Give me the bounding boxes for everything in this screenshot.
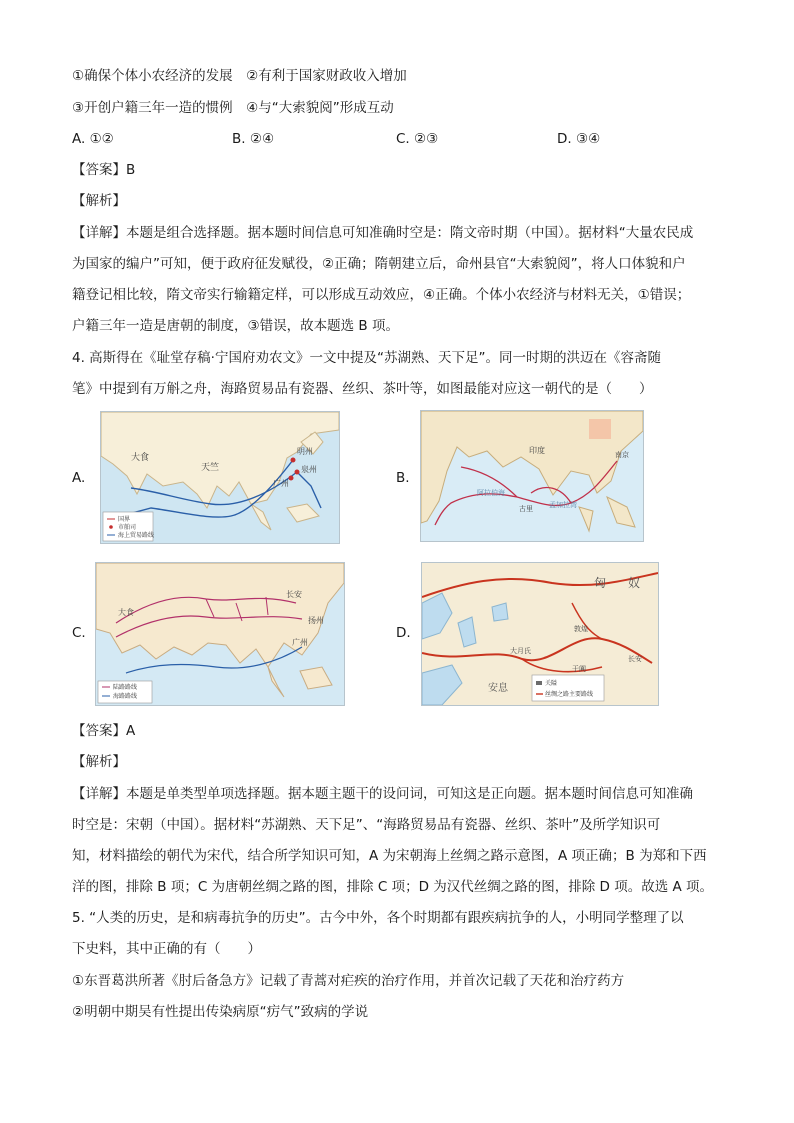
map-d-text-2: 奴 bbox=[628, 576, 641, 590]
q4-analysis-heading: 【解析】 bbox=[72, 754, 126, 770]
q5-stem-line-2: 下史料，其中正确的有（ ） bbox=[72, 941, 261, 957]
q3-choice-c: C. ②③ bbox=[396, 131, 439, 147]
q4-stem-line-2: 笔》中提到有万斛之舟，海路贸易品有瓷器、丝织、茶叶等，如图最能对应这一朝代的是（ ） bbox=[72, 381, 653, 397]
map-c-label: C. bbox=[72, 625, 86, 641]
map-b-text-2: 阿拉伯海 bbox=[477, 489, 505, 497]
q3-answer: 【答案】B bbox=[72, 162, 136, 178]
q3-option-line-1: ①确保个体小农经济的发展 ②有利于国家财政收入增加 bbox=[72, 68, 407, 84]
map-b-text-4: 南京 bbox=[615, 451, 629, 459]
map-a-text-3: 广州 bbox=[273, 479, 289, 488]
q3-choice-b: B. ②④ bbox=[232, 131, 275, 147]
map-c-legend-2: 海路路线 bbox=[113, 693, 138, 700]
map-d-han-silk-road bbox=[421, 562, 659, 706]
q4-detail-line-1: 【详解】本题是单类型单项选择题。据本题主题干的设问词，可知这是正向题。据本题时间信息可知准确 bbox=[72, 786, 693, 802]
q4-answer: 【答案】A bbox=[72, 723, 136, 739]
q3-choice-d: D. ③④ bbox=[557, 131, 601, 147]
q5-stem-line-1: 5. “人类的历史，是和病毒抗争的历史”。古今中外，各个时期都有跟疾病抗争的人，小明同学整理了以 bbox=[72, 910, 684, 926]
q4-detail-line-4: 洋的图，排除 B 项；C 为唐朝丝绸之路的图，排除 C 项；D 为汉代丝绸之路的图，排除 D 项。故选 A 项。 bbox=[72, 879, 714, 895]
map-a-text-4: 泉州 bbox=[301, 465, 317, 474]
q3-detail-line-4: 户籍三年一造是唐朝的制度，③错误，故本题选 B 项。 bbox=[72, 318, 399, 334]
q4-stem-line-1: 4. 高斯得在《耻堂存稿·宁国府劝农文》一文中提及“苏湖熟、天下足”。同一时期的洪迈在《容斋随 bbox=[72, 350, 661, 366]
map-c-text-3: 广州 bbox=[292, 638, 308, 647]
q3-detail-line-2: 为国家的编户”可知，便于政府征发赋役，②正确；隋朝建立后，命州县官“大索貌阅”，将人口体貌和户 bbox=[72, 256, 686, 272]
map-b-text-3: 孟加拉湾 bbox=[549, 501, 577, 509]
q5-item-2: ②明朝中期吴有性提出传染病原“疠气”致病的学说 bbox=[72, 1004, 369, 1020]
map-d-text-6: 大月氏 bbox=[510, 647, 531, 655]
map-a-text-1: 大食 bbox=[131, 453, 150, 463]
q3-detail-line-1: 【详解】本题是组合选择题。据本题时间信息可知准确时空是：隋文帝时期（中国）。据材料“大量农民成 bbox=[72, 225, 694, 241]
map-a-text-5: 明州 bbox=[297, 447, 313, 456]
q5-item-1: ①东晋葛洪所著《肘后备急方》记载了青蒿对疟疾的治疗作用，并首次记载了天花和治疗药方 bbox=[72, 973, 625, 989]
map-a-label: A. bbox=[72, 470, 86, 486]
map-c-text-1: 大食 bbox=[118, 608, 134, 617]
q4-detail-line-3: 知，材料描绘的朝代为宋代，结合所学知识可知，A 为宋朝海上丝绸之路示意图，A 项正确；B 为郑和下西 bbox=[72, 848, 707, 864]
q3-analysis-heading: 【解析】 bbox=[72, 193, 126, 209]
map-c-text-4: 扬州 bbox=[308, 616, 324, 625]
q3-choice-a: A. ①② bbox=[72, 131, 114, 147]
map-a-legend-1: 国界 bbox=[118, 516, 131, 523]
map-b-text-5: 古里 bbox=[519, 505, 533, 513]
map-b-zheng-he-voyages bbox=[420, 410, 644, 542]
map-a-text-2: 天竺 bbox=[201, 463, 220, 473]
map-b-label: B. bbox=[396, 470, 410, 486]
map-d-text-4: 敦煌 bbox=[574, 625, 588, 633]
map-d-text-3: 安息 bbox=[488, 683, 508, 694]
map-d-legend-1: 关隘 bbox=[545, 680, 558, 687]
q3-option-line-2: ③开创户籍三年一造的惯例 ④与“大索貌阅”形成互动 bbox=[72, 100, 394, 116]
map-a-song-maritime-silk-road bbox=[100, 411, 340, 544]
map-d-text-5: 长安 bbox=[628, 655, 642, 663]
q3-detail-line-3: 籍登记相比较，隋文帝实行输籍定样，可以形成互动效应，④正确。个体小农经济与材料无关，①错误； bbox=[72, 287, 691, 303]
map-d-text-1: 匈 bbox=[594, 576, 607, 590]
q4-detail-line-2: 时空是：宋朝（中国）。据材料“苏湖熟、天下足”、“海路贸易品有瓷器、丝织、茶叶”及所学知识可 bbox=[72, 817, 661, 833]
map-c-legend-1: 陆路路线 bbox=[113, 684, 138, 691]
map-d-text-7: 于阗 bbox=[572, 665, 586, 673]
map-c-tang-silk-road bbox=[95, 562, 345, 706]
map-c-text-2: 长安 bbox=[286, 590, 302, 599]
map-a-legend-2: 市舶司 bbox=[118, 524, 137, 531]
map-d-label: D. bbox=[396, 625, 411, 641]
map-d-legend-2: 丝绸之路主要路线 bbox=[545, 691, 594, 698]
map-a-legend-3: 海上贸易路线 bbox=[118, 532, 155, 539]
map-b-text-1: 印度 bbox=[529, 446, 545, 455]
